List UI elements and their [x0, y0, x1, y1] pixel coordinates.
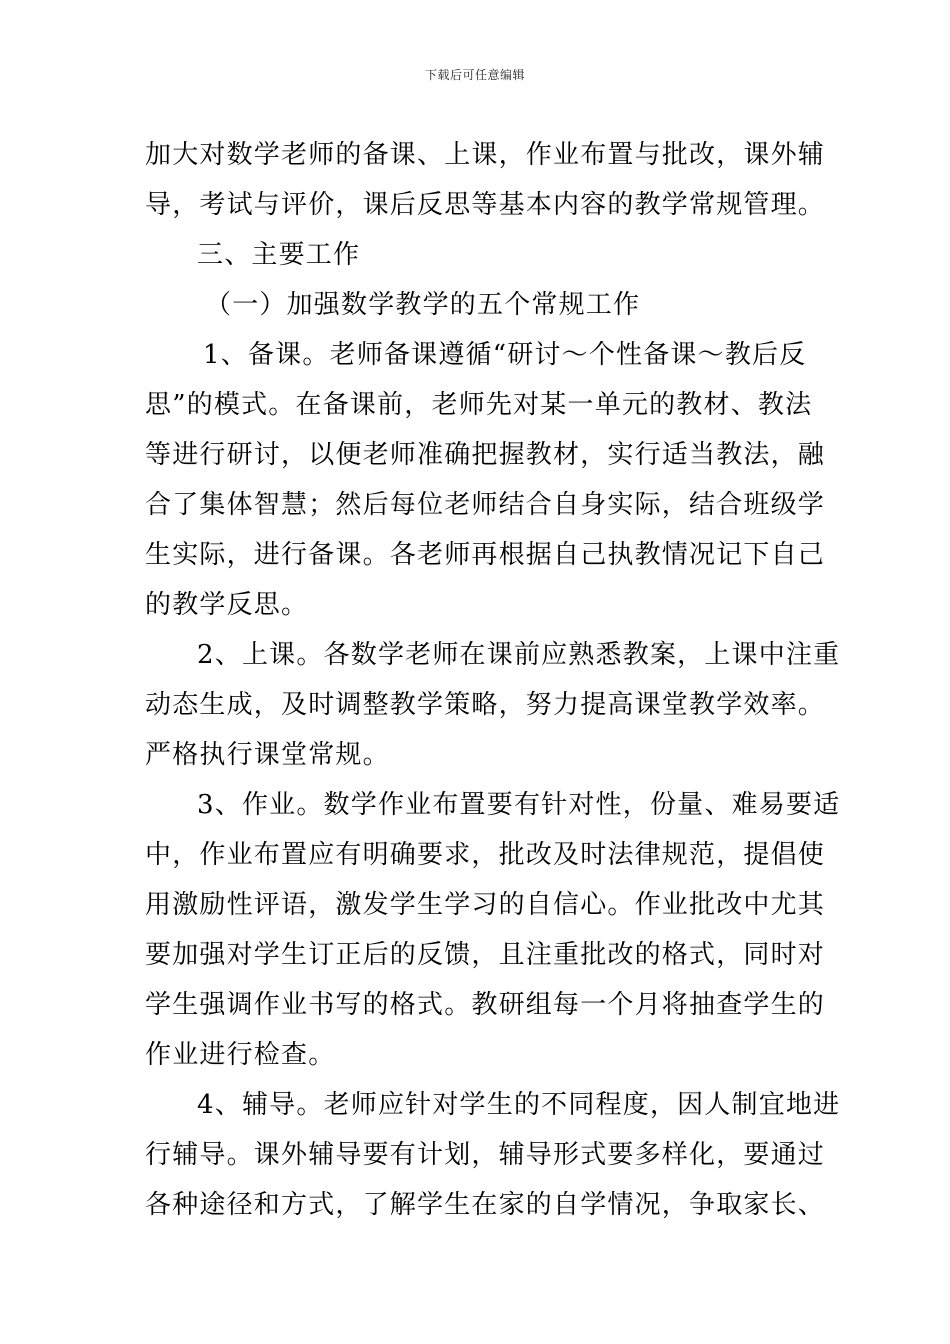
- text-line: 动态生成，及时调整教学策略，努力提高课堂教学效率。: [145, 690, 826, 720]
- section-heading: 三、主要工作: [197, 240, 361, 270]
- text-line: 用激励性评语，激发学生学习的自信心。作业批改中尤其: [145, 890, 826, 920]
- paragraph-start-tutoring: 4、辅导。老师应针对学生的不同程度，因人制宜地进: [197, 1090, 841, 1120]
- document-body: [145, 130, 841, 1230]
- text-line: 作业进行检查。: [145, 1040, 336, 1070]
- page-header-note: 下载后可任意编辑: [424, 68, 525, 82]
- text-line: 生实际，进行备课。各老师再根据自己执教情况记下自己: [145, 540, 826, 570]
- text-line: 学生强调作业书写的格式。教研组每一个月将抽查学生的: [145, 990, 826, 1020]
- text-line: 等进行研讨，以便老师准确把握教材，实行适当教法，融: [145, 440, 826, 470]
- subsection-heading: （一）加强数学教学的五个常规工作: [205, 290, 641, 320]
- text-line: 合了集体智慧；然后每位老师结合自身实际，结合班级学: [145, 490, 826, 520]
- text-line: 导，考试与评价，课后反思等基本内容的教学常规管理。: [145, 190, 826, 220]
- paragraph-start-lesson-prep: 1、备课。老师备课遵循“研讨～个性备课～教后反: [203, 340, 807, 370]
- paragraph-start-homework: 3、作业。数学作业布置要有针对性，份量、难易要适: [197, 790, 841, 820]
- text-line: 的教学反思。: [145, 590, 309, 620]
- text-line: 中，作业布置应有明确要求，批改及时法律规范，提倡使: [145, 840, 826, 870]
- paragraph-start-class: 2、上课。各数学老师在课前应熟悉教案，上课中注重: [197, 640, 841, 670]
- text-line: 思”的模式。在备课前，老师先对某一单元的教材、教法: [145, 390, 813, 420]
- text-line: 严格执行课堂常规。: [145, 740, 390, 770]
- text-line: 加大对数学老师的备课、上课，作业布置与批改，课外辅: [145, 140, 826, 170]
- text-line: 各种途径和方式，了解学生在家的自学情况，争取家长、: [145, 1190, 826, 1220]
- text-line: 行辅导。课外辅导要有计划，辅导形式要多样化，要通过: [145, 1140, 826, 1170]
- text-line: 要加强对学生订正后的反馈，且注重批改的格式，同时对: [145, 940, 826, 970]
